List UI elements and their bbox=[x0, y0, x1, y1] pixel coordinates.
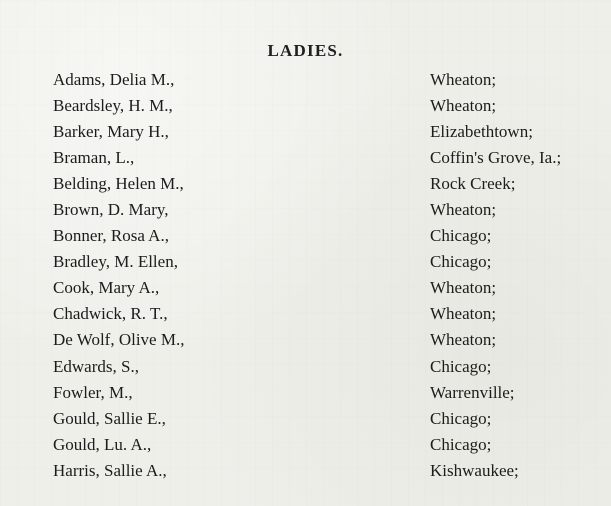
entry-place: Chicago; bbox=[430, 252, 492, 272]
entry-place: Wheaton; bbox=[430, 200, 497, 220]
list-item bbox=[53, 327, 598, 353]
entry-place: Chicago; bbox=[430, 434, 492, 454]
list-item bbox=[53, 170, 598, 196]
entry-place: Wheaton; bbox=[430, 278, 497, 298]
entry-name: Chadwick, R. T., bbox=[53, 304, 168, 324]
list-item bbox=[53, 353, 598, 379]
entry-name: Cook, Mary A., bbox=[53, 278, 160, 298]
entry-name: Bonner, Rosa A., bbox=[53, 226, 169, 246]
list-item bbox=[53, 196, 598, 222]
list-item bbox=[53, 249, 598, 275]
list-item bbox=[53, 223, 598, 249]
entry-name: Adams, Delia M., bbox=[53, 69, 175, 89]
entry-name: De Wolf, Olive M., bbox=[53, 330, 185, 350]
section-title: LADIES. bbox=[267, 41, 344, 60]
entry-name: Brown, D. Mary, bbox=[53, 200, 169, 220]
entry-place: Chicago; bbox=[430, 408, 492, 428]
list-item bbox=[53, 431, 598, 457]
entry-name: Braman, L., bbox=[53, 147, 135, 167]
entry-name: Fowler, M., bbox=[53, 382, 133, 402]
ladies-list bbox=[53, 66, 598, 484]
list-item bbox=[53, 92, 598, 118]
entry-place: Rock Creek; bbox=[430, 173, 516, 193]
entry-place: Wheaton; bbox=[430, 330, 497, 350]
entry-place: Kishwaukee; bbox=[430, 460, 519, 480]
entry-name: Gould, Lu. A., bbox=[53, 434, 152, 454]
entry-name: Bradley, M. Ellen, bbox=[53, 252, 178, 272]
entry-place: Wheaton; bbox=[430, 95, 497, 115]
list-item bbox=[53, 301, 598, 327]
list-item bbox=[53, 275, 598, 301]
entry-place: Coffin's Grove, Ia.; bbox=[430, 147, 562, 167]
entry-name: Beardsley, H. M., bbox=[53, 95, 173, 115]
entry-place: Wheaton; bbox=[430, 304, 497, 324]
entry-place: Warrenville; bbox=[430, 382, 515, 402]
list-item bbox=[53, 379, 598, 405]
entry-place: Chicago; bbox=[430, 356, 492, 376]
entry-name: Gould, Sallie E., bbox=[53, 408, 166, 428]
list-item bbox=[53, 405, 598, 431]
list-item bbox=[53, 118, 598, 144]
entry-name: Harris, Sallie A., bbox=[53, 460, 167, 480]
entry-place: Elizabethtown; bbox=[430, 121, 533, 141]
entry-name: Barker, Mary H., bbox=[53, 121, 169, 141]
entry-place: Chicago; bbox=[430, 226, 492, 246]
list-item bbox=[53, 144, 598, 170]
entry-name: Belding, Helen M., bbox=[53, 173, 184, 193]
list-item bbox=[53, 66, 598, 92]
entry-place: Wheaton; bbox=[430, 69, 497, 89]
entry-name: Edwards, S., bbox=[53, 356, 139, 376]
list-item bbox=[53, 457, 598, 483]
